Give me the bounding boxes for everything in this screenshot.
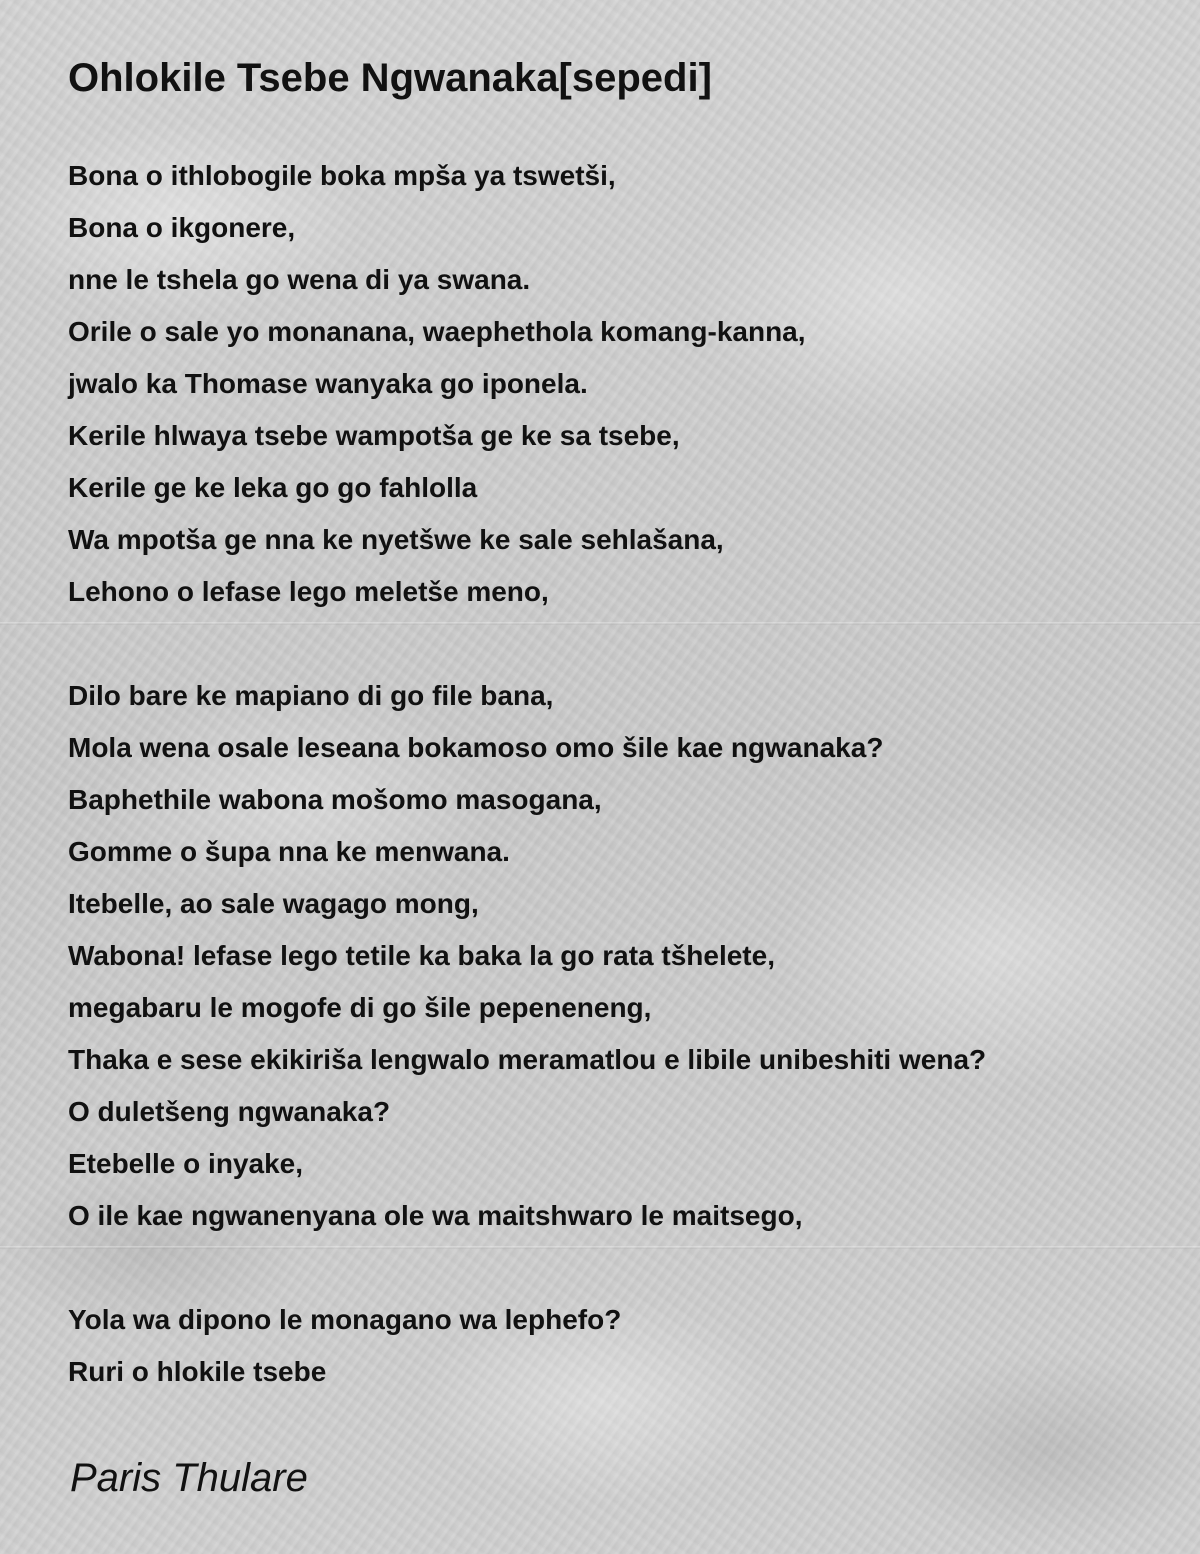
poem-title: Ohlokile Tsebe Ngwanaka[sepedi] bbox=[68, 56, 712, 100]
poem-author: Paris Thulare bbox=[70, 1456, 308, 1500]
poem-line: Itebelle, ao sale wagago mong, bbox=[68, 888, 479, 919]
background-seam-2 bbox=[0, 1246, 1200, 1249]
poem-line: Wa mpotša ge nna ke nyetšwe ke sale sehlašana, bbox=[68, 524, 724, 555]
poem-line: O ile kae ngwanenyana ole wa maitshwaro le maitsego, bbox=[68, 1200, 803, 1231]
poem-line: Thaka e sese ekikiriša lengwalo meramatlou e libile unibeshiti wena? bbox=[68, 1044, 987, 1075]
poem-line: Dilo bare ke mapiano di go file bana, bbox=[68, 680, 554, 711]
poem-line: Orile o sale yo monanana, waephethola komang-kanna, bbox=[68, 316, 806, 347]
poem-line: Lehono o lefase lego meletše meno, bbox=[68, 576, 549, 607]
poem-line: Wabona! lefase lego tetile ka baka la go rata tšhelete, bbox=[68, 940, 775, 971]
stanza-2 bbox=[68, 670, 986, 1242]
poem-line: O duletšeng ngwanaka? bbox=[68, 1096, 391, 1127]
background-seam-1 bbox=[0, 622, 1200, 625]
poem-line: Etebelle o inyake, bbox=[68, 1148, 303, 1179]
poem-line: Gomme o šupa nna ke menwana. bbox=[68, 836, 510, 867]
poem-line: Yola wa dipono le monagano wa lephefo? bbox=[68, 1304, 622, 1335]
poem-line: Mola wena osale leseana bokamoso omo šile kae ngwanaka? bbox=[68, 732, 884, 763]
poem-line: megabaru le mogofe di go šile pepeneneng, bbox=[68, 992, 652, 1023]
poem-line: Kerile ge ke leka go go fahlolla bbox=[68, 472, 478, 503]
poem-line: Ruri o hlokile tsebe bbox=[68, 1356, 327, 1387]
poem-line: Bona o ikgonere, bbox=[68, 212, 296, 243]
poem-line: Bona o ithlobogile boka mpša ya tswetši, bbox=[68, 160, 616, 191]
poem-line: Baphethile wabona mošomo masogana, bbox=[68, 784, 602, 815]
stanza-3 bbox=[68, 1294, 621, 1398]
poem-line: jwalo ka Thomase wanyaka go iponela. bbox=[68, 368, 588, 399]
stanza-1 bbox=[68, 150, 806, 618]
poem-line: Kerile hlwaya tsebe wampotša ge ke sa tsebe, bbox=[68, 420, 680, 451]
poem-line: nne le tshela go wena di ya swana. bbox=[68, 264, 531, 295]
